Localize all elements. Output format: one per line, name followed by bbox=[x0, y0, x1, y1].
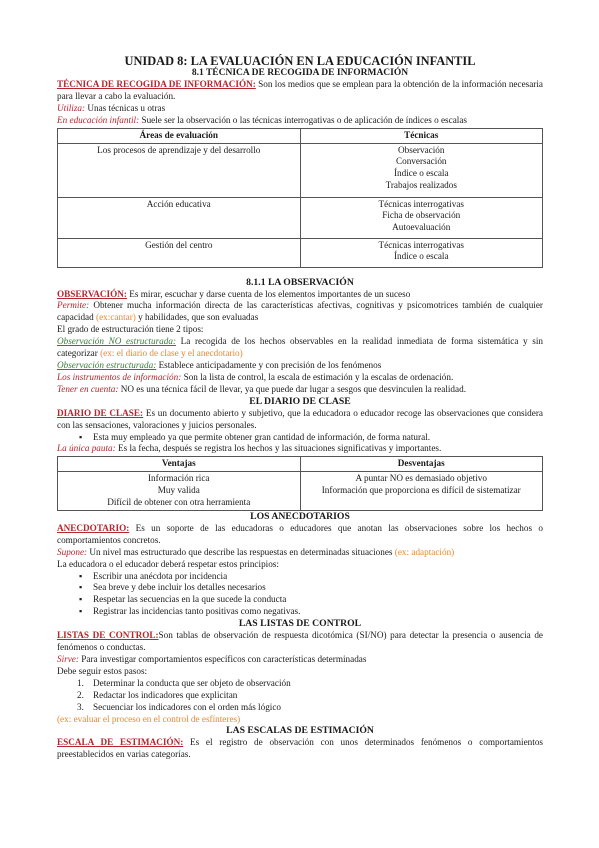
permite-text-2: y habilidades, que son evaluadas bbox=[135, 312, 259, 323]
step-text: Determinar la conducta que ser objeto de observación bbox=[93, 677, 291, 688]
intro-text: Son los medios que se emplean para la obtención de la información necesaria para llevar a cabo la evaluación. bbox=[57, 79, 544, 101]
intro-paragraph bbox=[57, 79, 543, 103]
section-subtitle: 8.1 TÉCNICA DE RECOGIDA DE INFORMACIÓN bbox=[191, 68, 409, 78]
area-cell: Acción educativa bbox=[58, 197, 301, 238]
listas-definition bbox=[57, 630, 543, 654]
anecdotario-term: ANECDOTARIO: bbox=[57, 522, 130, 533]
supone-line bbox=[57, 547, 543, 559]
desventajas-cell bbox=[300, 472, 543, 511]
list-item: ▪ Sea breve y debe incluir los detalles necesarios bbox=[93, 582, 543, 594]
desventaja-item: Información que proporciona es difícil de sistematizar bbox=[321, 485, 521, 496]
tener-label: Tener en cuenta: bbox=[57, 383, 119, 394]
ventajas-table bbox=[57, 456, 543, 511]
escalas-text: Es el registro de observación con unos determinados fenómenos o comportamientos preestablecidos en varias categorías. bbox=[57, 737, 543, 760]
diario-bullets bbox=[57, 432, 543, 444]
instrumentos-line bbox=[57, 372, 543, 384]
list-item: 3. Secuenciar los indicadores con el orden más lógico bbox=[77, 701, 282, 712]
diario-text: Es un documento abierto y subjetivo, que la educadora o educador recoge las observaciones que considera con las sensaciones, valoraciones y juicios personales. bbox=[57, 407, 543, 430]
listas-steps bbox=[57, 678, 543, 714]
tecnica-item: Índice o escala bbox=[393, 251, 449, 262]
tener-line bbox=[57, 384, 543, 396]
observacion-definition bbox=[57, 289, 543, 301]
anecdotario-bullets bbox=[57, 571, 543, 619]
area-cell: Los procesos de aprendizaje y del desarrollo bbox=[58, 143, 301, 197]
areas-table bbox=[57, 128, 543, 268]
listas-text: Son tablas de observación de respuesta dicotómica (SI/NO) para detectar la presencia o ausencia de fenómenos o conductas. bbox=[57, 630, 543, 653]
page-title: UNIDAD 8: LA EVALUACIÓN EN LA EDUCACIÓN INFANTIL bbox=[124, 54, 476, 68]
desventajas-header: Desventajas bbox=[300, 457, 543, 472]
observacion-text: Es mirar, escuchar y darse cuenta de los elementos importantes de un suceso bbox=[126, 288, 411, 299]
instrumentos-text: Son la lista de control, la escala de estimación y la escalas de ordenación. bbox=[181, 371, 454, 382]
tecnicas-cell bbox=[300, 197, 543, 238]
tecnica-item: Técnicas interrogativas bbox=[378, 239, 464, 250]
no-estructurada-example: (ex: el diario de clase y el anecdotario) bbox=[100, 348, 243, 359]
list-item: 2. Redactar los indicadores que explicitan bbox=[77, 689, 238, 700]
ventajas-cell bbox=[58, 472, 301, 511]
tecnica-item: Autoevaluación bbox=[392, 222, 451, 233]
estructurada-line bbox=[57, 360, 543, 372]
no-estructurada-paragraph bbox=[57, 336, 543, 360]
sirve-line bbox=[57, 654, 543, 666]
listas-term: LISTAS DE CONTROL: bbox=[57, 630, 159, 641]
listas-heading: LAS LISTAS DE CONTROL bbox=[238, 618, 362, 630]
list-item: ▪ Registrar las incidencias tanto positivas como negativas. bbox=[93, 606, 543, 618]
diario-definition bbox=[57, 408, 543, 432]
sirve-label: Sirve: bbox=[57, 654, 79, 664]
list-item: ▪ Respetar las secuencias en la que sucede la conducta bbox=[93, 594, 543, 606]
list-item: 1. Determinar la conducta que ser objeto de observación bbox=[77, 677, 291, 688]
diario-heading: EL DIARIO DE CLASE bbox=[249, 395, 351, 407]
sirve-text: Para investigar comportamientos específicos con características determinadas bbox=[78, 654, 367, 664]
tecnicas-cell bbox=[300, 238, 543, 267]
ventajas-table-header bbox=[58, 457, 543, 472]
principios-line: La educadora o el educador deberá respetar estos principios: bbox=[57, 558, 279, 569]
listas-example: (ex: evaluar el proceso en el control de esfínteres) bbox=[57, 713, 241, 724]
tecnica-item: Índice o escala bbox=[393, 168, 449, 179]
supone-text: Un nivel mas estructurado que describe las respuestas en determinadas situaciones bbox=[87, 546, 395, 557]
anecdotario-text: Es un soporte de las educadoras o educadores que anotan las observaciones sobre los hechos o comportamientos concretos. bbox=[57, 522, 543, 545]
supone-label: Supone: bbox=[57, 546, 88, 557]
list-item: ▪ Esta muy empleado ya que permite obtener gran cantidad de información, de forma natural. bbox=[93, 432, 543, 444]
pauta-text: Es la fecha, después se registra los hechos y las situaciones significativas y importantes. bbox=[115, 443, 442, 454]
escalas-heading: LAS ESCALAS DE ESTIMACIÓN bbox=[226, 725, 374, 737]
infantil-text: Suele ser la observación o las técnicas interrogativas o de aplicación de índices o escalas bbox=[139, 114, 467, 125]
ventaja-item: Difícil de obtener con otra herramienta bbox=[107, 497, 251, 508]
tecnicas-header: Técnicas bbox=[300, 128, 543, 143]
escalas-definition bbox=[57, 737, 543, 761]
ventaja-item: Muy valida bbox=[157, 485, 200, 496]
list-item: ▪ Escribir una anécdota por incidencia bbox=[93, 571, 543, 583]
ventajas-header: Ventajas bbox=[58, 457, 301, 472]
intro-term: TÉCNICA DE RECOGIDA DE INFORMACIÓN: bbox=[57, 79, 256, 89]
permite-paragraph bbox=[57, 300, 543, 324]
pasos-line: Debe seguir estos pasos: bbox=[57, 665, 148, 676]
tecnica-item: Conversación bbox=[395, 156, 447, 167]
observacion-heading: 8.1.1 LA OBSERVACIÓN bbox=[246, 276, 354, 288]
table-row bbox=[58, 143, 543, 197]
tecnica-item: Ficha de observación bbox=[382, 210, 461, 221]
utiliza-label: Utiliza: bbox=[57, 102, 86, 113]
infantil-label: En educación infantil: bbox=[57, 114, 140, 125]
table-row bbox=[58, 238, 543, 267]
diario-term: DIARIO DE CLASE: bbox=[57, 407, 144, 418]
estructurada-label: Observación estructurada: bbox=[57, 359, 157, 370]
anecdotarios-heading: LOS ANECDOTARIOS bbox=[250, 510, 350, 522]
instrumentos-label: Los instrumentos de información: bbox=[57, 371, 182, 382]
anecdotario-definition bbox=[57, 523, 543, 547]
areas-header: Áreas de evaluación bbox=[58, 128, 301, 143]
utiliza-line bbox=[57, 103, 543, 115]
tecnica-item: Observación bbox=[398, 144, 445, 155]
ventaja-item: Información rica bbox=[148, 473, 210, 484]
table-row bbox=[58, 197, 543, 238]
observacion-term: OBSERVACIÓN: bbox=[57, 288, 127, 299]
pauta-label: La única pauta: bbox=[57, 443, 116, 454]
step-text: Secuenciar los indicadores con el orden más lógico bbox=[93, 701, 282, 712]
step-text: Redactar los indicadores que explicitan bbox=[93, 689, 238, 700]
permite-label: Permite: bbox=[57, 300, 90, 311]
estructurada-text: Establece anticipadamente y con precisión de los fenómenos bbox=[156, 359, 382, 370]
escalas-term: ESCALA DE ESTIMACIÓN: bbox=[57, 737, 184, 748]
permite-text: Obtener mucha información directa de las características afectivas, cognitivas y psicomotrices también de cualquier capacidad bbox=[57, 300, 543, 323]
tecnica-item: Trabajos realizados bbox=[385, 180, 457, 191]
desventaja-item: A puntar NO es demasiado objetivo bbox=[355, 473, 487, 484]
tener-text: NO es una técnica fácil de llevar, ya que puede dar lugar a sesgos que desvinculen la realidad. bbox=[118, 383, 466, 394]
infantil-line bbox=[57, 115, 543, 127]
no-estructurada-text: La recogida de los hechos observables en la realidad inmediata de forma sistemática y sin categorizar bbox=[57, 336, 543, 359]
areas-table-header bbox=[58, 128, 543, 143]
pauta-line bbox=[57, 443, 543, 455]
document-page bbox=[57, 55, 543, 761]
no-estructurada-label: Observación NO estructurada: bbox=[57, 336, 176, 347]
tecnicas-cell bbox=[300, 143, 543, 197]
utiliza-text: Unas técnicas u otras bbox=[85, 102, 166, 113]
permite-example: (ex:cantar) bbox=[96, 312, 136, 323]
table-row bbox=[58, 472, 543, 511]
grado-line: El grado de estructuración tiene 2 tipos: bbox=[57, 324, 204, 335]
supone-example: (ex: adaptación) bbox=[394, 546, 455, 557]
area-cell: Gestión del centro bbox=[58, 238, 301, 267]
tecnica-item: Técnicas interrogativas bbox=[378, 198, 464, 209]
